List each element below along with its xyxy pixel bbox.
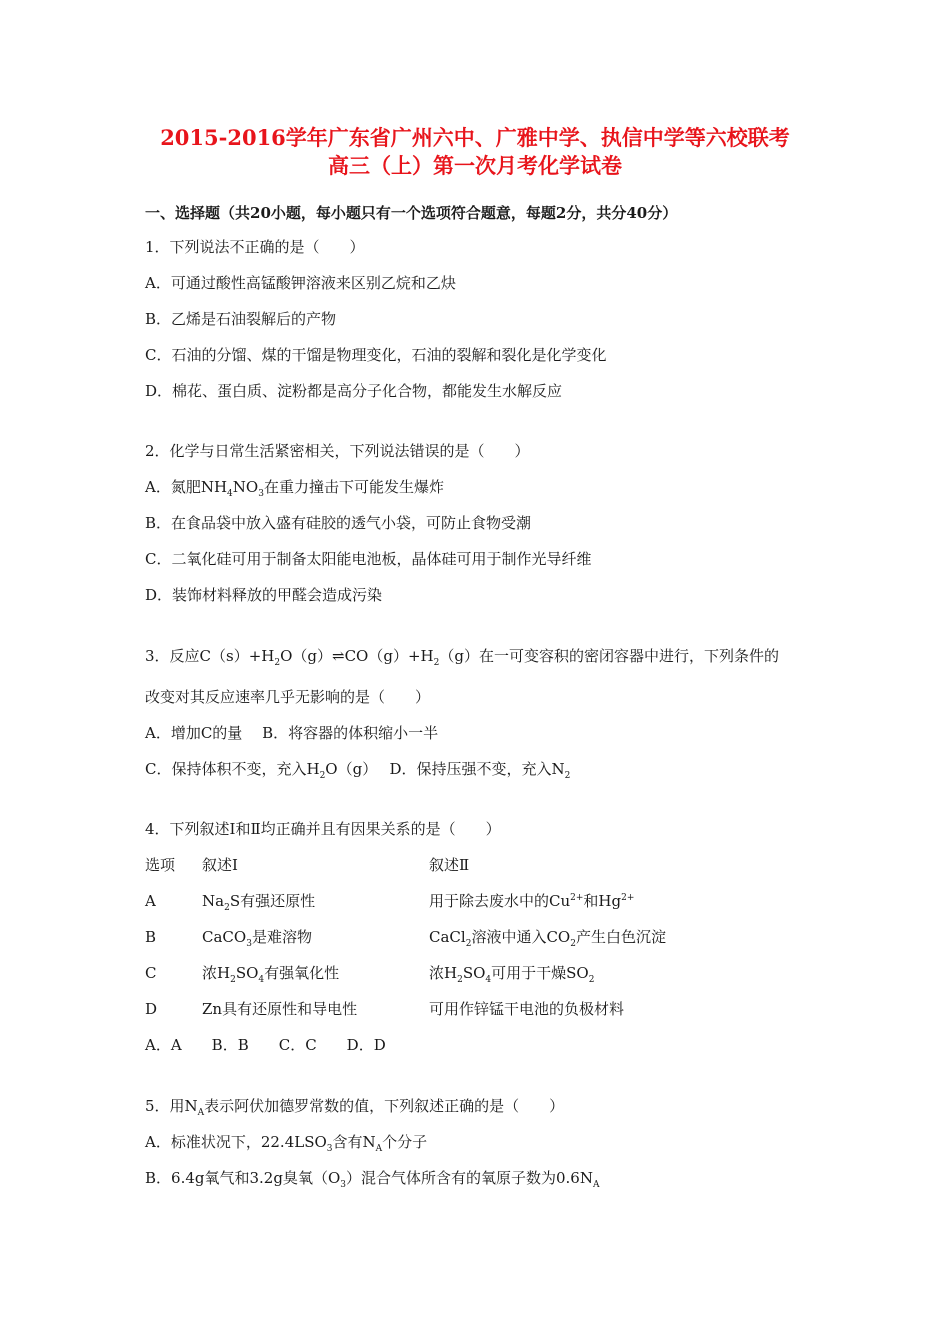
text: Na	[202, 892, 225, 910]
subscript: 4	[227, 489, 233, 499]
header-statement-2: 叙述Ⅱ	[429, 856, 470, 874]
q5-option-b	[145, 1168, 599, 1188]
subscript: 2	[564, 771, 571, 781]
q1-option-b: B．乙烯是石油裂解后的产物	[145, 310, 337, 328]
subscript: A	[375, 1144, 383, 1154]
text: 溶液中通入CO	[471, 928, 571, 946]
superscript: 2+	[570, 893, 584, 903]
text: 个分子	[382, 1133, 428, 1151]
text: SO	[462, 964, 486, 982]
row-statement-2: 可用作锌锰干电池的负极材料	[429, 1000, 625, 1018]
text: C．保持体积不变，充入H	[145, 760, 320, 778]
section-heading: 一、选择题（共20小题，每小题只有一个选项符合题意，每题2分，共分40分）	[145, 204, 678, 222]
text: 含有N	[332, 1133, 376, 1151]
text: 5．用N	[145, 1097, 198, 1115]
row-statement-1	[202, 927, 312, 947]
row-option: D	[145, 1000, 158, 1018]
row-statement-1: Zn具有还原性和导电性	[202, 1000, 358, 1018]
exam-title-line2: 高三（上）第一次月考化学试卷	[328, 153, 622, 178]
row-statement-1	[202, 891, 315, 911]
text: 是难溶物	[251, 928, 312, 946]
row-statement-1	[202, 963, 339, 983]
q2-option-d: D．装饰材料释放的甲醛会造成污染	[145, 586, 383, 604]
text: 和Hg	[583, 892, 622, 910]
subscript: 4	[258, 975, 265, 985]
text: 产生白色沉淀	[575, 928, 666, 946]
q2-option-b: B．在食品袋中放入盛有硅胶的透气小袋，可防止食物受潮	[145, 514, 532, 532]
q5-option-a	[145, 1132, 427, 1152]
q3-stem-line2: 改变对其反应速率几乎无影响的是（ ）	[145, 688, 431, 706]
q1-option-d: D．棉花、蛋白质、淀粉都是高分子化合物，都能发生水解反应	[145, 382, 563, 400]
q3-stem-line1	[145, 646, 779, 666]
row-option: C	[145, 964, 157, 982]
text: O（g） D．保持压强不变，充入N	[325, 760, 565, 778]
text: 浓H	[202, 964, 231, 982]
subscript: 3	[326, 1144, 333, 1154]
text: （g）在一可变容积的密闭容器中进行，下列条件的	[439, 647, 779, 665]
header-option: 选项	[145, 856, 176, 874]
row-option: B	[145, 928, 157, 946]
subscript: 2	[570, 939, 576, 949]
text: 用于除去废水中的Cu	[429, 892, 571, 910]
text: SO	[235, 964, 259, 982]
q1-option-c: C．石油的分馏、煤的干馏是物理变化，石油的裂解和裂化是化学变化	[145, 346, 607, 364]
text: B．6.4g氧气和3.2g臭氧（O	[145, 1169, 341, 1187]
q4-answer-options: A．A B．B C．C D．D	[145, 1036, 386, 1054]
q1-stem: 1．下列说法不正确的是（ ）	[145, 238, 365, 256]
subscript: 3	[340, 1180, 346, 1190]
row-statement-2	[429, 927, 666, 947]
q3-options-ab: A．增加C的量 B．将容器的体积缩小一半	[145, 724, 439, 742]
subscript: 2	[319, 771, 326, 781]
header-statement-1: 叙述Ⅰ	[202, 856, 238, 874]
text: O（g）⇌CO（g）+H	[280, 647, 434, 665]
text: A．标准状况下，22.4LSO	[145, 1133, 327, 1151]
subscript: 4	[485, 975, 492, 985]
text: 表示阿伏加德罗常数的值，下列叙述正确的是（ ）	[204, 1097, 565, 1115]
q2-stem: 2．化学与日常生活紧密相关，下列说法错误的是（ ）	[145, 442, 530, 460]
exam-title-line1: 2015-2016学年广东省广州六中、广雅中学、执信中学等六校联考	[160, 125, 790, 150]
subscript: 3	[246, 939, 252, 949]
text: 3．反应C（s）+H	[145, 647, 275, 665]
q1-option-a: A．可通过酸性高锰酸钾溶液来区别乙烷和乙炔	[145, 274, 456, 292]
subscript: 2	[588, 975, 595, 985]
q5-stem	[145, 1096, 564, 1116]
subscript: 2	[230, 975, 236, 985]
text: NO	[232, 478, 259, 496]
subscript: 2	[457, 975, 463, 985]
text: 在重力撞击下可能发生爆炸	[263, 478, 444, 496]
text: CaCO	[202, 928, 247, 946]
subscript: 2	[433, 658, 440, 668]
row-option: A	[145, 892, 156, 910]
text: ）混合气体所含有的氧原子数为0.6N	[345, 1169, 593, 1187]
q4-stem: 4．下列叙述Ⅰ和Ⅱ均正确并且有因果关系的是（ ）	[145, 820, 501, 838]
subscript: A	[197, 1108, 205, 1118]
text: A．氮肥NH	[145, 478, 228, 496]
subscript: 2	[224, 903, 230, 913]
subscript: A	[592, 1180, 600, 1190]
text: 有强氧化性	[264, 964, 340, 982]
subscript: 2	[274, 658, 281, 668]
text: CaCl	[429, 928, 466, 946]
subscript: 2	[465, 939, 472, 949]
q2-option-a	[145, 477, 444, 497]
q2-option-c: C．二氧化硅可用于制备太阳能电池板，晶体硅可用于制作光导纤维	[145, 550, 592, 568]
text: 可用于干燥SO	[491, 964, 589, 982]
row-statement-2	[429, 963, 594, 983]
text: S有强还原性	[229, 892, 316, 910]
subscript: 3	[258, 489, 264, 499]
text: 浓H	[429, 964, 458, 982]
row-statement-2	[429, 891, 634, 911]
superscript: 2+	[621, 893, 635, 903]
q3-options-cd	[145, 759, 570, 779]
